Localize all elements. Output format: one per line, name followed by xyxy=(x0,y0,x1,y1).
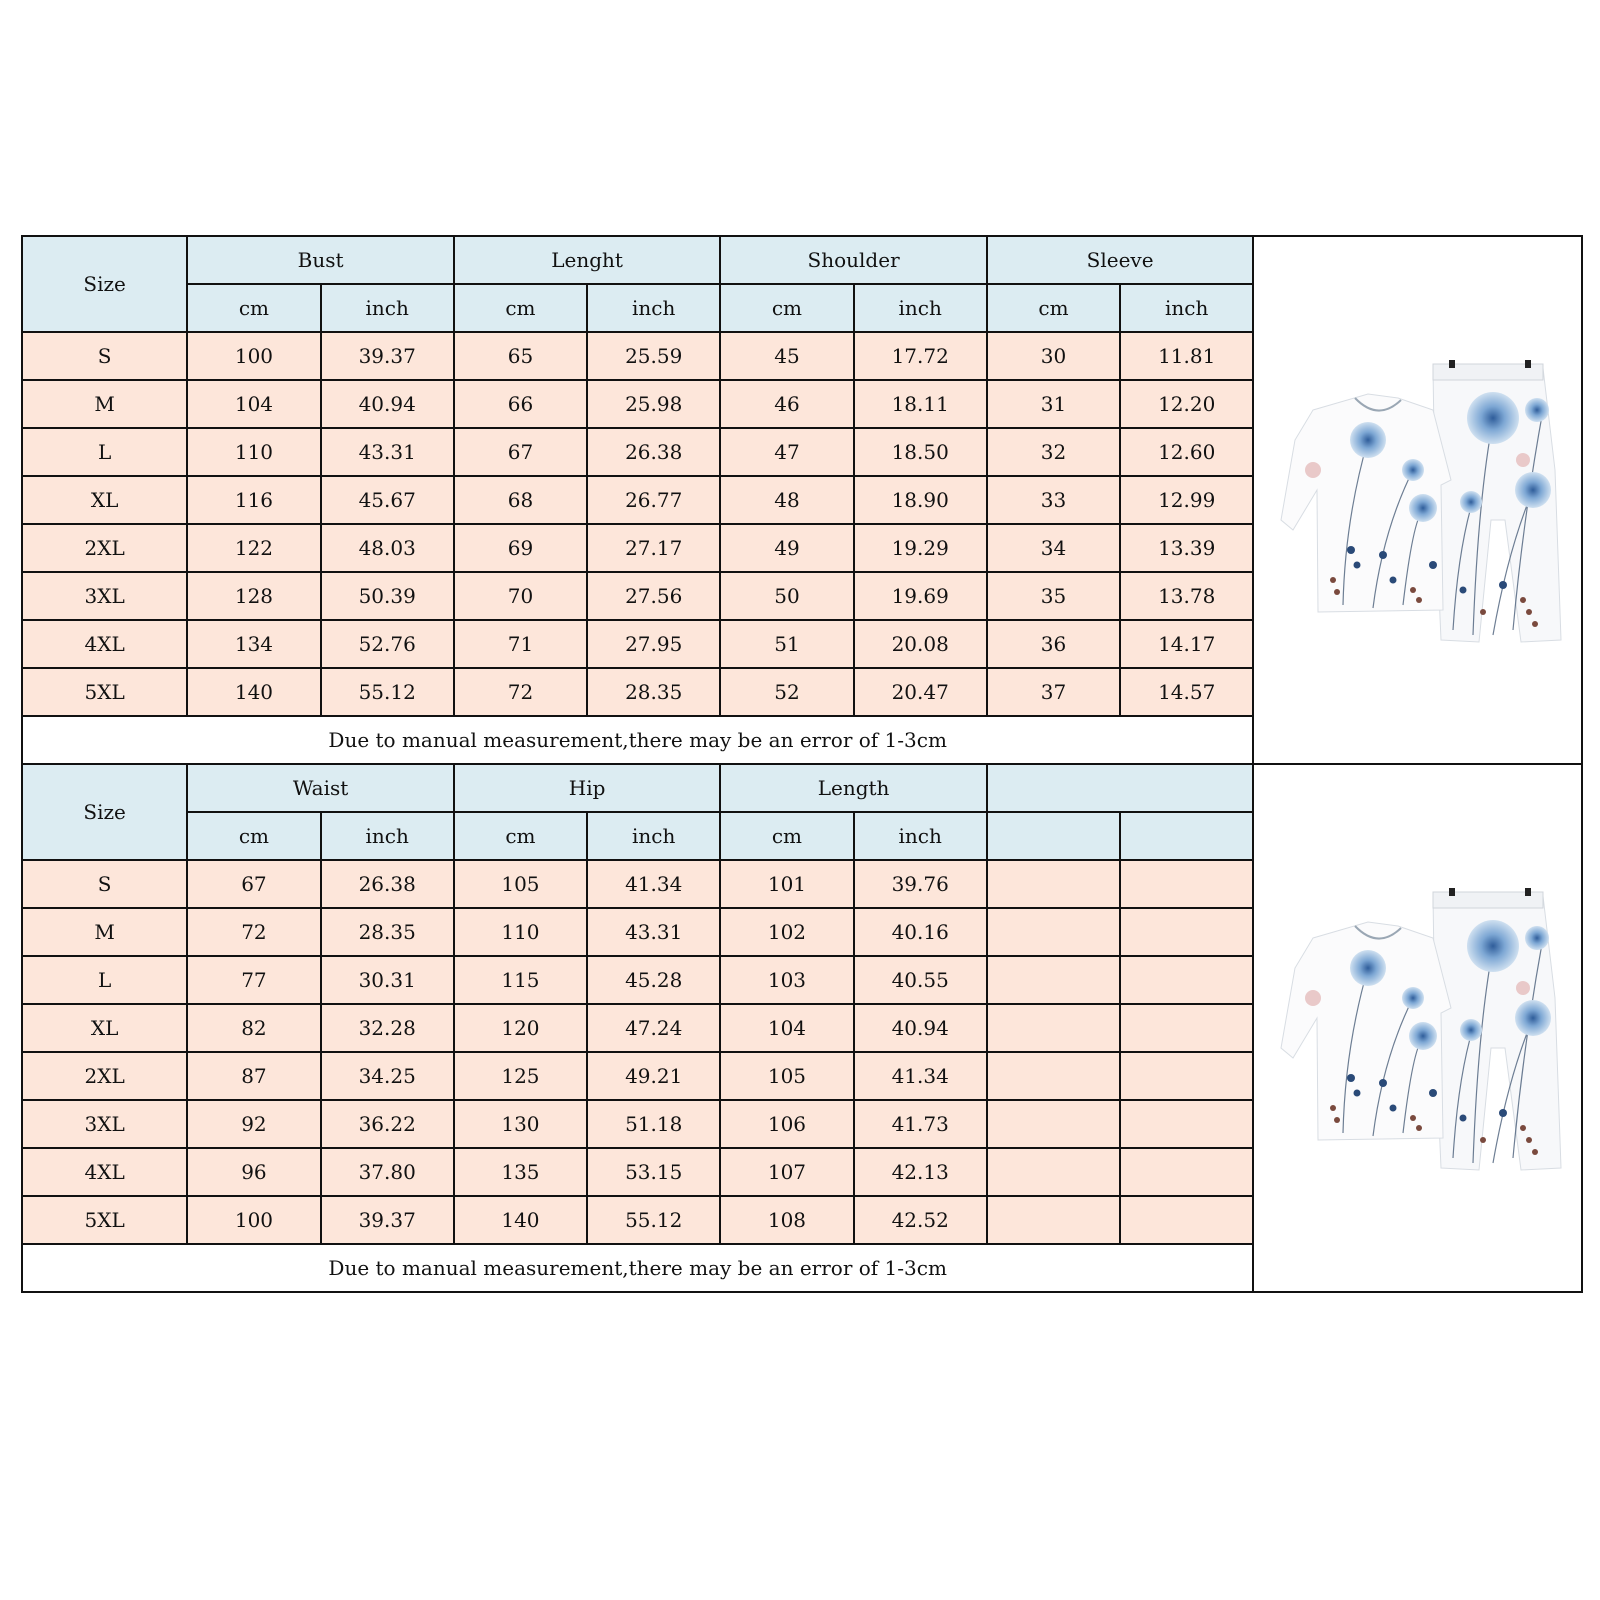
measurement-cell xyxy=(987,908,1120,956)
measurement-group-header: Shoulder xyxy=(720,236,987,284)
unit-inch-header: inch xyxy=(587,284,720,332)
measurement-cell: 18.11 xyxy=(854,380,987,428)
measurement-cell: 25.59 xyxy=(587,332,720,380)
measurement-cell: 19.29 xyxy=(854,524,987,572)
measurement-cell: 66 xyxy=(454,380,587,428)
measurement-cell: 40.16 xyxy=(854,908,987,956)
unit-inch-header: inch xyxy=(854,284,987,332)
measurement-cell: 68 xyxy=(454,476,587,524)
measurement-cell: 40.55 xyxy=(854,956,987,1004)
measurement-cell: 45.28 xyxy=(587,956,720,1004)
measurement-cell: 51 xyxy=(720,620,853,668)
measurement-cell: 130 xyxy=(454,1100,587,1148)
measurement-cell: 20.47 xyxy=(854,668,987,716)
measurement-group-header xyxy=(987,764,1254,812)
measurement-cell: 53.15 xyxy=(587,1148,720,1196)
size-cell: 4XL xyxy=(22,1148,187,1196)
measurement-group-header: Length xyxy=(720,764,987,812)
measurement-cell: 28.35 xyxy=(321,908,454,956)
measurement-cell: 43.31 xyxy=(321,428,454,476)
measurement-cell xyxy=(1120,908,1253,956)
size-header: Size xyxy=(22,236,187,332)
measurement-cell: 20.08 xyxy=(854,620,987,668)
measurement-cell: 34.25 xyxy=(321,1052,454,1100)
measurement-group-header: Lenght xyxy=(454,236,721,284)
measurement-cell: 101 xyxy=(720,860,853,908)
measurement-cell: 12.60 xyxy=(1120,428,1253,476)
measurement-cell: 37 xyxy=(987,668,1120,716)
measurement-cell: 35 xyxy=(987,572,1120,620)
size-cell: L xyxy=(22,956,187,1004)
measurement-cell: 48.03 xyxy=(321,524,454,572)
measurement-cell: 25.98 xyxy=(587,380,720,428)
measurement-cell: 42.52 xyxy=(854,1196,987,1244)
measurement-cell: 32.28 xyxy=(321,1004,454,1052)
measurement-cell: 37.80 xyxy=(321,1148,454,1196)
measurement-cell: 105 xyxy=(720,1052,853,1100)
unit-cm-header: cm xyxy=(454,284,587,332)
measurement-cell: 135 xyxy=(454,1148,587,1196)
measurement-cell: 11.81 xyxy=(1120,332,1253,380)
measurement-cell: 82 xyxy=(187,1004,320,1052)
measurement-cell: 12.99 xyxy=(1120,476,1253,524)
size-chart xyxy=(21,235,1583,1283)
unit-inch-header: inch xyxy=(587,812,720,860)
measurement-cell: 103 xyxy=(720,956,853,1004)
measurement-cell: 36.22 xyxy=(321,1100,454,1148)
measurement-cell: 12.20 xyxy=(1120,380,1253,428)
top_table-header-row xyxy=(22,236,1582,284)
measurement-cell: 104 xyxy=(187,380,320,428)
measurement-cell: 27.56 xyxy=(587,572,720,620)
size-cell: 5XL xyxy=(22,1196,187,1244)
empty-unit-cell xyxy=(1120,812,1253,860)
measurement-cell: 134 xyxy=(187,620,320,668)
measurement-cell: 31 xyxy=(987,380,1120,428)
unit-cm-header: cm xyxy=(187,812,320,860)
measurement-cell: 39.37 xyxy=(321,332,454,380)
measurement-cell: 50.39 xyxy=(321,572,454,620)
measurement-cell: 50 xyxy=(720,572,853,620)
measurement-cell xyxy=(987,1004,1120,1052)
unit-inch-header: inch xyxy=(321,812,454,860)
measurement-cell xyxy=(987,1196,1120,1244)
measurement-cell: 65 xyxy=(454,332,587,380)
measurement-cell: 48 xyxy=(720,476,853,524)
size-cell: L xyxy=(22,428,187,476)
measurement-cell: 17.72 xyxy=(854,332,987,380)
measurement-cell: 18.90 xyxy=(854,476,987,524)
measurement-cell: 26.38 xyxy=(321,860,454,908)
measurement-cell: 52.76 xyxy=(321,620,454,668)
measurement-cell: 96 xyxy=(187,1148,320,1196)
measurement-cell: 55.12 xyxy=(321,668,454,716)
unit-cm-header: cm xyxy=(187,284,320,332)
measurement-cell: 72 xyxy=(187,908,320,956)
measurement-group-header: Bust xyxy=(187,236,454,284)
measurement-cell: 36 xyxy=(987,620,1120,668)
measurement-cell: 116 xyxy=(187,476,320,524)
measurement-cell xyxy=(1120,1196,1253,1244)
measurement-cell: 67 xyxy=(454,428,587,476)
measurement-cell: 122 xyxy=(187,524,320,572)
measurement-cell: 47.24 xyxy=(587,1004,720,1052)
measurement-cell: 70 xyxy=(454,572,587,620)
measurement-cell xyxy=(1120,860,1253,908)
measurement-cell: 72 xyxy=(454,668,587,716)
measurement-cell: 13.39 xyxy=(1120,524,1253,572)
measurement-cell: 49 xyxy=(720,524,853,572)
measurement-cell: 19.69 xyxy=(854,572,987,620)
measurement-cell: 51.18 xyxy=(587,1100,720,1148)
size-table xyxy=(21,235,1583,1293)
measurement-cell: 106 xyxy=(720,1100,853,1148)
empty-unit-cell xyxy=(987,812,1120,860)
measurement-cell: 14.17 xyxy=(1120,620,1253,668)
size-cell: M xyxy=(22,380,187,428)
measurement-cell: 34 xyxy=(987,524,1120,572)
measurement-cell xyxy=(1120,1004,1253,1052)
measurement-cell: 105 xyxy=(454,860,587,908)
measurement-cell: 45.67 xyxy=(321,476,454,524)
measurement-cell: 41.34 xyxy=(587,860,720,908)
unit-inch-header: inch xyxy=(854,812,987,860)
size-cell: XL xyxy=(22,476,187,524)
size-cell: S xyxy=(22,860,187,908)
measurement-cell: 55.12 xyxy=(587,1196,720,1244)
measurement-cell: 52 xyxy=(720,668,853,716)
measurement-cell: 92 xyxy=(187,1100,320,1148)
measurement-cell: 27.17 xyxy=(587,524,720,572)
measurement-cell: 125 xyxy=(454,1052,587,1100)
measurement-cell: 41.73 xyxy=(854,1100,987,1148)
unit-inch-header: inch xyxy=(321,284,454,332)
measurement-cell: 18.50 xyxy=(854,428,987,476)
measurement-note: Due to manual measurement,there may be an error of 1-3cm xyxy=(22,716,1253,764)
pajama-illustration xyxy=(1273,878,1563,1178)
measurement-cell: 115 xyxy=(454,956,587,1004)
measurement-cell: 39.76 xyxy=(854,860,987,908)
measurement-cell: 71 xyxy=(454,620,587,668)
measurement-cell: 40.94 xyxy=(321,380,454,428)
size-header: Size xyxy=(22,764,187,860)
measurement-cell: 107 xyxy=(720,1148,853,1196)
measurement-cell: 100 xyxy=(187,1196,320,1244)
measurement-cell: 47 xyxy=(720,428,853,476)
bottom_table-product-image-cell xyxy=(1253,764,1582,1292)
unit-inch-header: inch xyxy=(1120,284,1253,332)
measurement-cell: 41.34 xyxy=(854,1052,987,1100)
top_table-product-image-cell xyxy=(1253,236,1582,764)
measurement-cell: 108 xyxy=(720,1196,853,1244)
size-cell: 4XL xyxy=(22,620,187,668)
measurement-cell: 27.95 xyxy=(587,620,720,668)
size-cell: XL xyxy=(22,1004,187,1052)
measurement-cell: 140 xyxy=(454,1196,587,1244)
measurement-cell: 104 xyxy=(720,1004,853,1052)
measurement-cell: 69 xyxy=(454,524,587,572)
measurement-cell: 30 xyxy=(987,332,1120,380)
size-cell: 3XL xyxy=(22,1100,187,1148)
measurement-cell: 46 xyxy=(720,380,853,428)
pajama-illustration xyxy=(1273,350,1563,650)
measurement-cell: 100 xyxy=(187,332,320,380)
measurement-cell: 110 xyxy=(454,908,587,956)
measurement-cell: 42.13 xyxy=(854,1148,987,1196)
measurement-cell: 128 xyxy=(187,572,320,620)
measurement-cell: 43.31 xyxy=(587,908,720,956)
measurement-cell: 67 xyxy=(187,860,320,908)
measurement-cell: 40.94 xyxy=(854,1004,987,1052)
measurement-cell: 87 xyxy=(187,1052,320,1100)
measurement-cell: 120 xyxy=(454,1004,587,1052)
measurement-cell xyxy=(1120,956,1253,1004)
measurement-cell xyxy=(987,956,1120,1004)
unit-cm-header: cm xyxy=(720,812,853,860)
measurement-cell xyxy=(987,1100,1120,1148)
measurement-cell: 39.37 xyxy=(321,1196,454,1244)
measurement-cell xyxy=(987,1052,1120,1100)
measurement-cell xyxy=(1120,1100,1253,1148)
measurement-cell: 26.77 xyxy=(587,476,720,524)
size-cell: 5XL xyxy=(22,668,187,716)
measurement-cell: 140 xyxy=(187,668,320,716)
measurement-cell: 110 xyxy=(187,428,320,476)
size-cell: 2XL xyxy=(22,524,187,572)
bottom_table-header-row xyxy=(22,764,1582,812)
unit-cm-header: cm xyxy=(987,284,1120,332)
measurement-cell: 77 xyxy=(187,956,320,1004)
measurement-cell: 13.78 xyxy=(1120,572,1253,620)
measurement-group-header: Sleeve xyxy=(987,236,1254,284)
measurement-group-header: Hip xyxy=(454,764,721,812)
measurement-group-header: Waist xyxy=(187,764,454,812)
measurement-cell: 26.38 xyxy=(587,428,720,476)
size-cell: S xyxy=(22,332,187,380)
size-cell: 2XL xyxy=(22,1052,187,1100)
measurement-cell: 49.21 xyxy=(587,1052,720,1100)
measurement-cell: 30.31 xyxy=(321,956,454,1004)
measurement-cell xyxy=(987,860,1120,908)
measurement-cell xyxy=(1120,1148,1253,1196)
measurement-cell: 102 xyxy=(720,908,853,956)
size-cell: M xyxy=(22,908,187,956)
measurement-cell: 28.35 xyxy=(587,668,720,716)
measurement-cell: 14.57 xyxy=(1120,668,1253,716)
measurement-cell: 33 xyxy=(987,476,1120,524)
unit-cm-header: cm xyxy=(720,284,853,332)
measurement-note: Due to manual measurement,there may be an error of 1-3cm xyxy=(22,1244,1253,1292)
measurement-cell: 32 xyxy=(987,428,1120,476)
measurement-cell: 45 xyxy=(720,332,853,380)
measurement-cell xyxy=(987,1148,1120,1196)
measurement-cell xyxy=(1120,1052,1253,1100)
size-cell: 3XL xyxy=(22,572,187,620)
unit-cm-header: cm xyxy=(454,812,587,860)
